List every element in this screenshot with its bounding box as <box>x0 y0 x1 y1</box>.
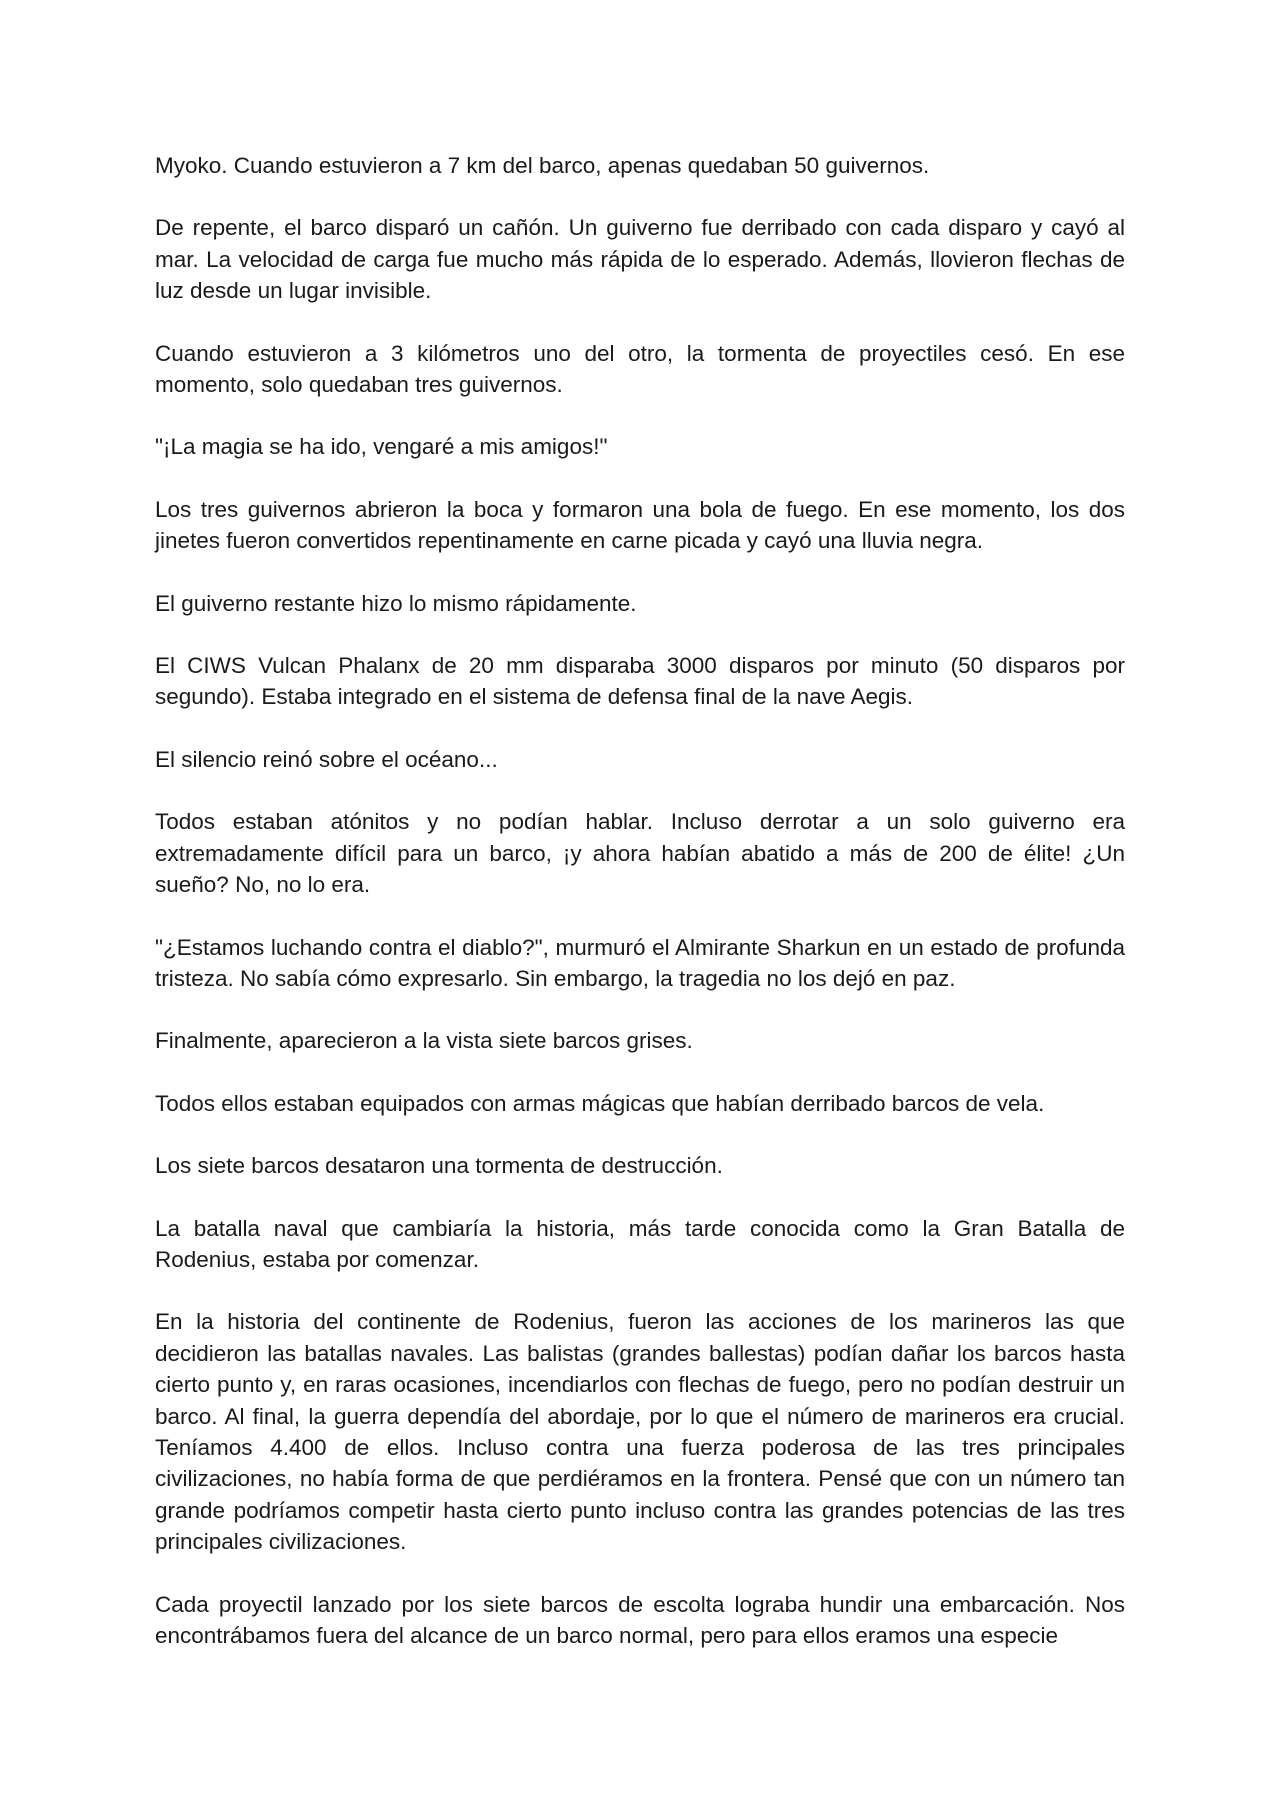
paragraph: Myoko. Cuando estuvieron a 7 km del barco, apenas quedaban 50 guivernos. <box>155 153 930 178</box>
paragraph: "¿Estamos luchando contra el diablo?", murmuró el Almirante Sharkun en un estado de profunda tristeza. No sabía cómo expresarlo. Sin embargo, la tragedia no los dejó en paz. <box>155 934 1125 991</box>
paragraph: Cada proyectil lanzado por los siete barcos de escolta lograba hundir una embarcación. Nos encontrábamos fuera del alcance de un barco normal, pero para ellos eramos una especie <box>155 1591 1125 1648</box>
paragraph: Los siete barcos desataron una tormenta de destrucción. <box>155 1153 723 1179</box>
paragraph: El CIWS Vulcan Phalanx de 20 mm disparaba 3000 disparos por minuto (50 disparos por segundo). Estaba integrado en el sistema de defensa final de la nave Aegis. <box>155 653 1125 710</box>
paragraph: Cuando estuvieron a 3 kilómetros uno del otro, la tormenta de proyectiles cesó. En ese momento, solo quedaban tres guivernos. <box>155 340 1125 398</box>
paragraph: "¡La magia se ha ido, vengaré a mis amigos!" <box>155 434 608 460</box>
paragraph: Todos ellos estaban equipados con armas mágicas que habían derribado barcos de vela. <box>155 1090 1045 1116</box>
paragraph: En la historia del continente de Rodenius, fueron las acciones de los marineros las que decidieron las batallas navales. Las balistas (grandes ballestas) podían dañar los barcos hasta cierto punto y, en raras ocasiones, incendiarlos con flechas de fuego, pero no podían destruir un barco. Al final, la guerra dependía del abordaje, por lo que el número de marineros era crucial. Teníamos 4.400 de ellos. Incluso contra una fuerza poderosa de las tres principales civilizaciones, no había forma de que perdiéramos en la frontera. Pensé que con un número tan grande podríamos competir hasta cierto punto incluso contra las grandes potencias de las tres principales civilizaciones. <box>155 1309 1125 1555</box>
paragraph: El silencio reinó sobre el océano... <box>155 746 498 772</box>
paragraph: De repente, el barco disparó un cañón. Un guiverno fue derribado con cada disparo y cayó al mar. La velocidad de carga fue mucho más rápida de lo esperado. Además, llovieron flechas de luz desde un lugar invisible. <box>155 215 1125 304</box>
paragraph: Los tres guivernos abrieron la boca y formaron una bola de fuego. En ese momento, los dos jinetes fueron convertidos repentinamente en carne picada y cayó una lluvia negra. <box>155 496 1125 554</box>
paragraph: La batalla naval que cambiaría la historia, más tarde conocida como la Gran Batalla de Rodenius, estaba por comenzar. <box>155 1215 1125 1272</box>
paragraph: Finalmente, aparecieron a la vista siete barcos grises. <box>155 1028 693 1054</box>
document-body <box>155 150 1125 1682</box>
paragraph: Todos estaban atónitos y no podían hablar. Incluso derrotar a un solo guiverno era extremadamente difícil para un barco, ¡y ahora habían abatido a más de 200 de élite! ¿Un sueño? No, no lo era. <box>155 809 1125 898</box>
paragraph: El guiverno restante hizo lo mismo rápidamente. <box>155 590 637 616</box>
